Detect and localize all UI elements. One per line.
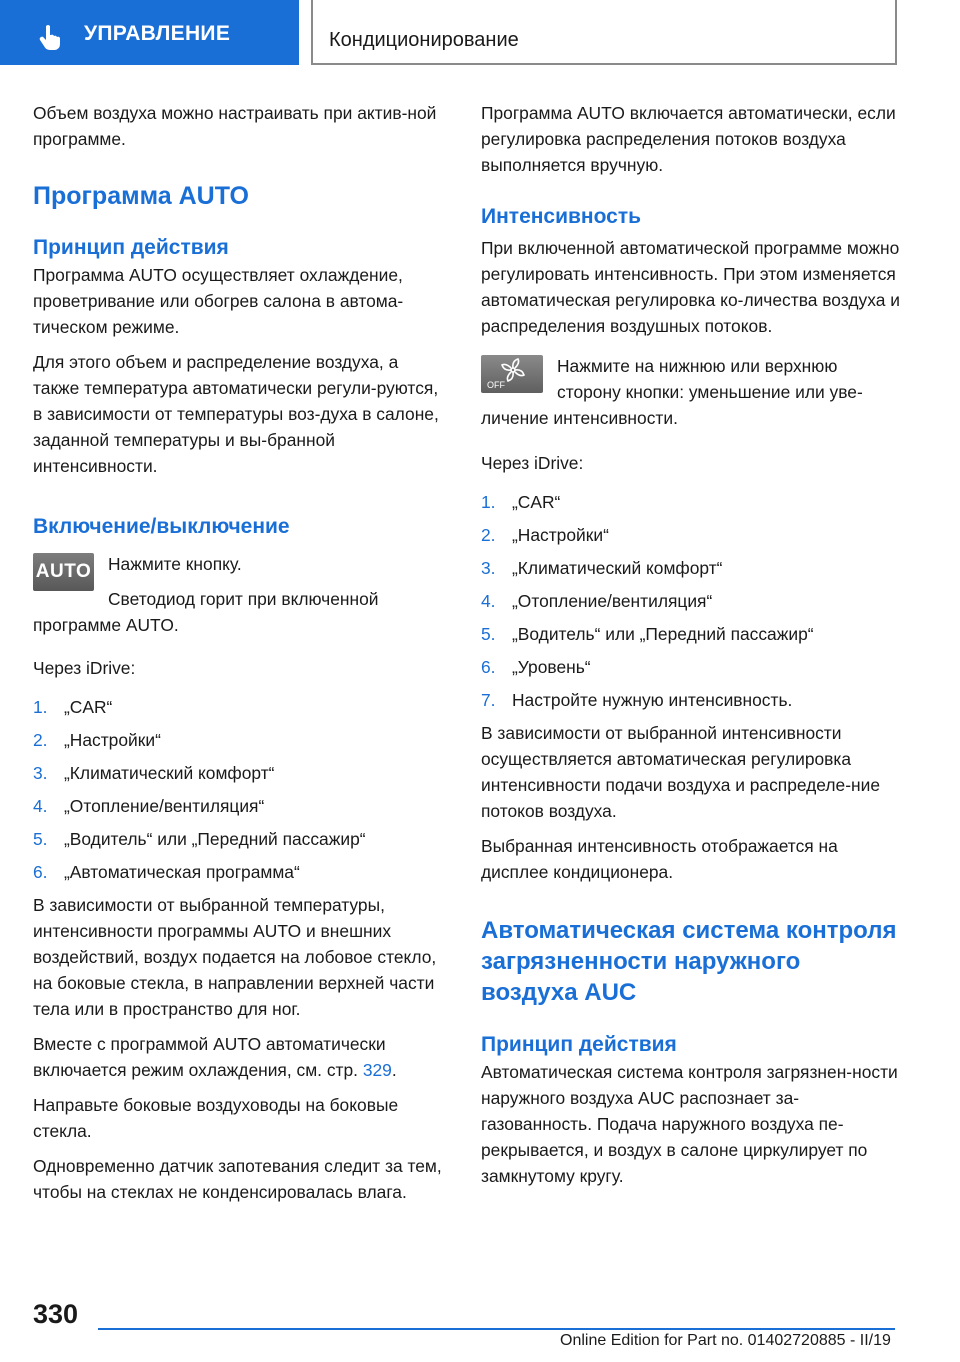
hand-pointer-icon — [38, 24, 62, 50]
after-steps-paragraph-3: Направьте боковые воздуховоды на боковые стекла. — [33, 1095, 399, 1141]
auto-manual-paragraph: Программа AUTO включается автоматически, если регулировка распределения потоков воздуха выполняется вручную. — [481, 103, 896, 175]
heading-intensity: Интенсивность — [481, 205, 642, 228]
list-item: 5. „Водитель“ или „Передний пассажир“ — [481, 624, 814, 644]
list-item: 6. „Автоматическая программа“ — [33, 862, 300, 882]
after-steps-paragraph-1: В зависимости от выбранной температуры, интенсивности программы AUTO и внешних воздействий, воздух подается на лобовое стекло, на боковые стекла, в направлении верхней части тела или в пространство для ног. — [33, 895, 437, 1019]
press-button-text: Нажмите кнопку. — [108, 554, 242, 574]
fan-off-label: OFF — [487, 380, 505, 390]
intro-paragraph: Объем воздуха можно настраивать при актив-ной программе. — [33, 103, 437, 149]
list-item: 1. „CAR“ — [481, 492, 561, 512]
list-item: 3. „Климатический комфорт“ — [33, 763, 275, 783]
heading-auc-principle: Принцип действия — [481, 1033, 677, 1056]
list-item: 3. „Климатический комфорт“ — [481, 558, 723, 578]
principle-paragraph-1: Программа AUTO осуществляет охлаждение, проветривание или обогрев салона в автома-тическом режиме. — [33, 265, 404, 337]
page-link[interactable]: 329 — [362, 1060, 392, 1080]
fan-icon — [481, 355, 543, 393]
fan-press-text: Нажмите на нижнюю или верхнюю сторону кнопки: уменьшение или уве-личение интенсивности. — [481, 356, 863, 428]
after-steps-paragraph-2: Вместе с программой AUTO автоматически включается режим охлаждения, см. стр. 329. — [33, 1034, 397, 1080]
auc-paragraph: Автоматическая система контроля загрязнен-ности наружного воздуха AUC распознает за-газованность. Подача наружного воздуха пе-рекрывается, и воздух в салоне циркулирует по замкнутому кругу. — [481, 1062, 898, 1186]
footer-edition: Online Edition for Part no. 01402720885 - II/19 — [560, 1332, 891, 1349]
idrive-label: Через iDrive: — [481, 453, 584, 473]
list-item: 6. „Уровень“ — [481, 657, 591, 677]
right-column — [481, 100, 901, 1189]
section-tab — [0, 0, 299, 65]
chapter-title: Кондиционирование — [329, 29, 519, 51]
section-label: УПРАВЛЕНИЕ — [84, 22, 231, 45]
heading-on-off: Включение/выключение — [33, 515, 290, 538]
page-number: 330 — [33, 1299, 79, 1329]
right-steps-list — [481, 489, 901, 713]
principle-paragraph-2: Для этого объем и распределение воздуха, а также температура автоматически регули-руются, в зависимости от температуры воз-духа в салоне, заданной температуры и вы-бранной интенсивности. — [33, 352, 439, 476]
list-item: 4. „Отопление/вентиляция“ — [481, 591, 713, 611]
list-item: 7. Настройте нужную интенсивность. — [481, 690, 793, 710]
list-item: 5. „Водитель“ или „Передний пассажир“ — [33, 829, 366, 849]
chapter-title-box — [311, 0, 897, 65]
list-item: 1. „CAR“ — [33, 697, 113, 717]
list-item: 2. „Настройки“ — [33, 730, 161, 750]
led-text: Светодиод горит при включенной программе AUTO. — [33, 589, 379, 635]
idrive-label: Через iDrive: — [33, 658, 136, 678]
heading-program-auto: Программа AUTO — [33, 182, 249, 210]
intensity-after-paragraph-1: В зависимости от выбранной интенсивности осуществляется автоматическая регулировка интенсивности подачи воздуха и распределе-ние потоков воздуха. — [481, 723, 881, 821]
list-item: 4. „Отопление/вентиляция“ — [33, 796, 265, 816]
intensity-after-paragraph-2: Выбранная интенсивность отображается на дисплее кондиционера. — [481, 836, 838, 882]
list-item: 2. „Настройки“ — [481, 525, 609, 545]
auto-button-icon — [33, 553, 94, 591]
fan-button-icon — [481, 355, 543, 393]
left-steps-list — [33, 694, 443, 885]
auto-button-label: AUTO — [35, 561, 92, 582]
heading-principle: Принцип действия — [33, 236, 229, 259]
left-column — [33, 100, 443, 1205]
footer-divider — [98, 1328, 895, 1330]
after-steps-paragraph-4: Одновременно датчик запотевания следит за тем, чтобы на стеклах не конденсировалась влага. — [33, 1156, 442, 1202]
intensity-paragraph: При включенной автоматической программе можно регулировать интенсивность. При этом изменяется автоматическая регулировка ко-личества воздуха и распределения воздушных потоков. — [481, 238, 900, 336]
heading-auc: Автоматическая система контроля загрязненности наружного воздуха AUC — [481, 917, 897, 1006]
